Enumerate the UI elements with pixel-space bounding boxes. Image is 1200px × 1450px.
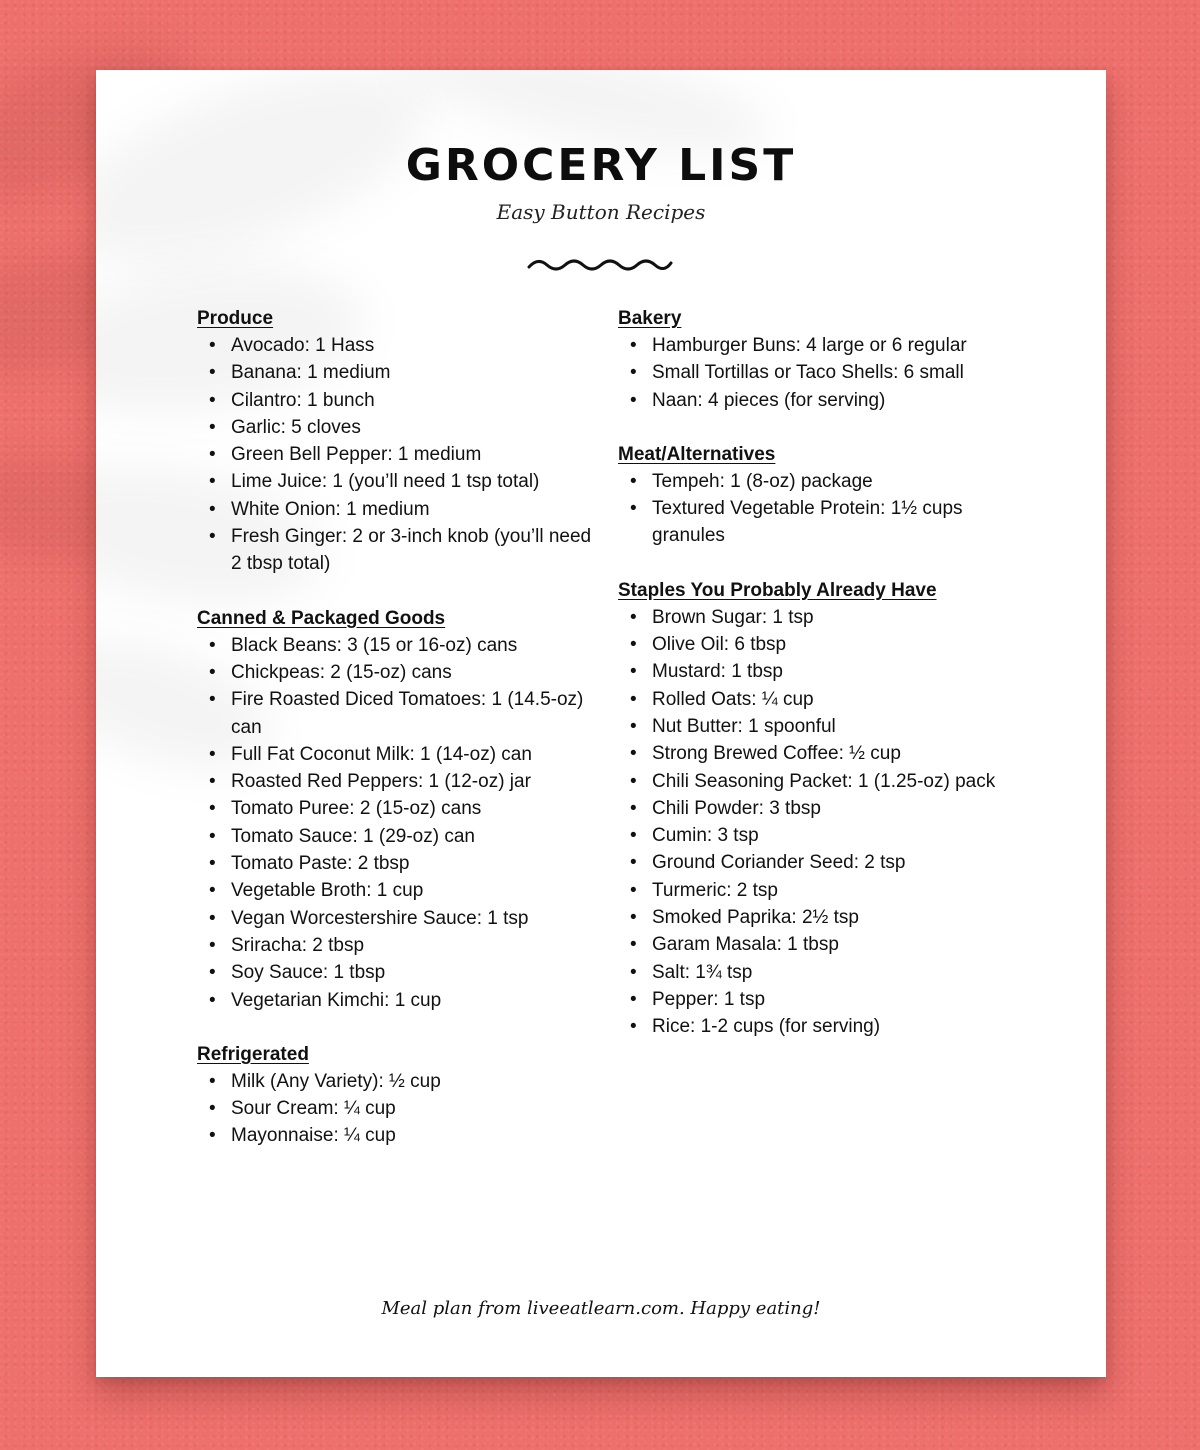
right-column [618,305,1038,1068]
list-item: • White Onion: 1 medium [197,496,592,523]
section-produce [197,305,592,578]
list-item: • Tomato Puree: 2 (15-oz) cans [197,795,592,822]
list-item: • Hamburger Buns: 4 large or 6 regular [618,332,1038,359]
list-item: • Cilantro: 1 bunch [197,387,592,414]
list-item: • Green Bell Pepper: 1 medium [197,441,592,468]
list-item: • Fresh Ginger: 2 or 3-inch knob (you’ll need 2 tbsp total) [197,523,592,578]
list-item: • Mustard: 1 tbsp [618,658,1038,685]
page-title: GROCERY LIST [405,140,797,191]
list-item: • Cumin: 3 tsp [618,822,1038,849]
list-item: • Nut Butter: 1 spoonful [618,713,1038,740]
section-title: Meat/Alternatives [618,443,776,465]
list-item: • Small Tortillas or Taco Shells: 6 small [618,359,1038,386]
list-item: • Sour Cream: ¼ cup [197,1095,592,1122]
section-staples [618,577,1038,1041]
list-item: • Black Beans: 3 (15 or 16-oz) cans [197,632,592,659]
list-item: • Tempeh: 1 (8-oz) package [618,468,1038,495]
list-item: • Soy Sauce: 1 tbsp [197,959,592,986]
list-item: • Lime Juice: 1 (you’ll need 1 tsp total) [197,468,592,495]
left-column [197,305,592,1177]
list-item: • Sriracha: 2 tbsp [197,932,592,959]
list-item: • Brown Sugar: 1 tsp [618,604,1038,631]
list-item: • Ground Coriander Seed: 2 tsp [618,849,1038,876]
section-title: Refrigerated [197,1043,309,1065]
list-item: • Strong Brewed Coffee: ½ cup [618,740,1038,767]
list-item: • Chili Seasoning Packet: 1 (1.25-oz) pack [618,768,1038,795]
squiggle-divider [525,254,675,274]
list-item: • Vegan Worcestershire Sauce: 1 tsp [197,905,592,932]
section-title: Bakery [618,308,682,329]
list-item: • Full Fat Coconut Milk: 1 (14-oz) can [197,741,592,768]
section-refrigerated [197,1041,592,1150]
list-item: • Tomato Paste: 2 tbsp [197,850,592,877]
list-item: • Avocado: 1 Hass [197,332,592,359]
page-subtitle: Easy Button Recipes [496,200,706,224]
item-list [618,604,1038,1041]
list-item: • Olive Oil: 6 tbsp [618,631,1038,658]
list-item: • Vegetable Broth: 1 cup [197,877,592,904]
list-item: • Rice: 1-2 cups (for serving) [618,1013,1038,1040]
item-list [618,468,1038,550]
list-item: • Milk (Any Variety): ½ cup [197,1068,592,1095]
section-title: Canned & Packaged Goods [197,607,446,629]
item-list [197,632,592,1014]
list-item: • Pepper: 1 tsp [618,986,1038,1013]
list-item: • Rolled Oats: ¼ cup [618,686,1038,713]
item-list [197,332,592,578]
item-list [197,1068,592,1150]
list-item: • Naan: 4 pieces (for serving) [618,387,1038,414]
list-item: • Turmeric: 2 tsp [618,877,1038,904]
section-meat-alternatives [618,441,1038,550]
list-item: • Textured Vegetable Protein: 1½ cups granules [618,495,1038,550]
list-item: • Banana: 1 medium [197,359,592,386]
section-canned-packaged [197,605,592,1014]
list-item: • Chili Powder: 3 tbsp [618,795,1038,822]
list-item: • Smoked Paprika: 2½ tsp [618,904,1038,931]
list-item: • Salt: 1¾ tsp [618,959,1038,986]
list-item: • Chickpeas: 2 (15-oz) cans [197,659,592,686]
item-list [618,332,1038,414]
list-item: • Vegetarian Kimchi: 1 cup [197,987,592,1014]
list-item: • Garlic: 5 cloves [197,414,592,441]
section-title: Produce [197,308,274,329]
section-title: Staples You Probably Already Have [618,579,937,601]
list-item: • Mayonnaise: ¼ cup [197,1122,592,1149]
list-item: • Fire Roasted Diced Tomatoes: 1 (14.5-oz) can [197,686,592,741]
list-item: • Roasted Red Peppers: 1 (12-oz) jar [197,768,592,795]
list-item: • Garam Masala: 1 tbsp [618,931,1038,958]
section-bakery [618,305,1038,414]
footer-note: Meal plan from liveeatlearn.com. Happy eating! [381,1298,821,1319]
list-item: • Tomato Sauce: 1 (29-oz) can [197,823,592,850]
grocery-list-sheet [96,70,1106,1377]
